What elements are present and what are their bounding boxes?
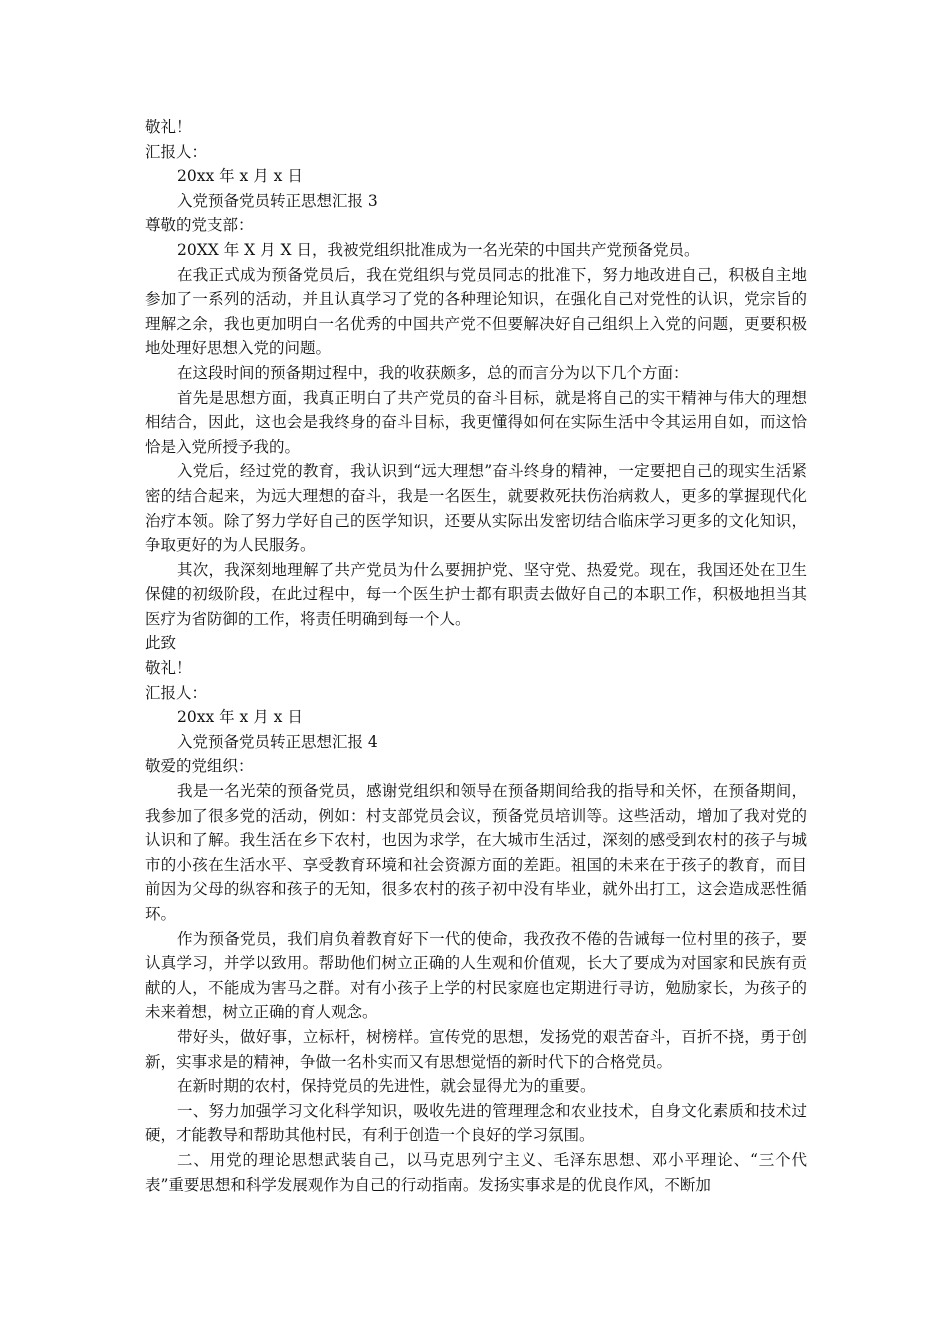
document-page	[145, 115, 807, 1197]
reporter-line: 汇报人：	[145, 683, 208, 702]
body-paragraph: 我是一名光荣的预备党员，感谢党组织和领导在预备期间给我的指导和关怀，在预备期间，我参加了很多党的活动，例如：村支部党员会议，预备党员培训等。这些活动，增加了我对党的认识和了解。我生活在乡下农村，也因为求学，在大城市生活过，深刻的感受到农村的孩子与城市的小孩在生活水平、享受教育环境和社会资源方面的差距。祖国的未来在于孩子的教育，而目前因为父母的纵容和孩子的无知，很多农村的孩子初中没有毕业，就外出打工，这会造成恶性循环。	[145, 782, 807, 923]
greeting-line: 尊敬的党支部：	[145, 216, 254, 235]
salute-line: 敬礼！	[145, 118, 192, 136]
body-paragraph: 入党后，经过党的教育，我认识到“远大理想”奋斗终身的精神，一定要把自己的现实生活紧密的结合起来，为远大理想的奋斗，我是一名医生，就要救死扶伤治病救人，更多的掌握现代化治疗本领。除了努力学好自己的医学知识，还要从实际出发密切结合临床学习更多的文化知识，争取更好的为人民服务。	[145, 462, 807, 555]
reporter-line: 汇报人：	[145, 142, 208, 161]
report-title: 入党预备党员转正思想汇报 3	[177, 191, 378, 210]
report-title: 入党预备党员转正思想汇报 4	[177, 732, 378, 751]
body-paragraph: 二、用党的理论思想武装自己，以马克思列宁主义、毛泽东思想、邓小平理论、“三个代表”重要思想和科学发展观作为自己的行动指南。发扬实事求是的优良作风，不断加	[145, 1150, 807, 1194]
body-paragraph: 在新时期的农村，保持党员的先进性，就会显得尤为的重要。	[177, 1077, 596, 1096]
body-paragraph: 其次，我深刻地理解了共产党员为什么要拥护党、坚守党、热爱党。现在，我国还处在卫生保健的初级阶段，在此过程中，每一个医生护士都有职责去做好自己的本职工作，积极地担当其医疗为省防御的工作，将责任明确到每一个人。	[145, 560, 807, 628]
closing-line: 此致	[145, 634, 177, 653]
body-paragraph: 在我正式成为预备党员后，我在党组织与党员同志的批准下，努力地改进自己，积极自主地参加了一系列的活动，并且认真学习了党的各种理论知识，在强化自己对党性的认识，党宗旨的理解之余，我也更加明白一名优秀的中国共产党不但要解决好自己组织上入党的问题，更要积极地处理好思想入党的问题。	[145, 265, 807, 358]
body-paragraph: 带好头，做好事，立标杆，树榜样。宣传党的思想，发扬党的艰苦奋斗，百折不挠，勇于创新，实事求是的精神，争做一名朴实而又有思想觉悟的新时代下的合格党员。	[145, 1027, 807, 1071]
body-paragraph: 首先是思想方面，我真正明白了共产党员的奋斗目标，就是将自己的实干精神与伟大的理想相结合，因此，这也会是我终身的奋斗目标，我更懂得如何在实际生活中令其运用自如，而这恰恰是入党所授予我的。	[145, 388, 807, 456]
greeting-line: 敬爱的党组织：	[145, 757, 254, 776]
body-paragraph: 20XX 年 X 月 X 日，我被党组织批准成为一名光荣的中国共产党预备党员。	[177, 240, 700, 259]
date-line: 20xx 年 x 月 x 日	[177, 167, 303, 186]
salute-line: 敬礼！	[145, 659, 192, 678]
body-paragraph: 在这段时间的预备期过程中，我的收获颇多，总的而言分为以下几个方面：	[177, 363, 689, 382]
body-paragraph: 一、努力加强学习文化科学知识，吸收先进的管理理念和农业技术，自身文化素质和技术过硬，才能教导和帮助其他村民，有利于创造一个良好的学习氛围。	[145, 1101, 807, 1145]
date-line: 20xx 年 x 月 x 日	[177, 708, 303, 727]
body-paragraph: 作为预备党员，我们肩负着教育好下一代的使命，我孜孜不倦的告诫每一位村里的孩子，要认真学习，并学以致用。帮助他们树立正确的人生观和价值观，长大了要成为对国家和民族有贡献的人，不能成为害马之群。对有小孩子上学的村民家庭也定期进行寻访，勉励家长，为孩子的未来着想，树立正确的育人观念。	[145, 929, 807, 1022]
